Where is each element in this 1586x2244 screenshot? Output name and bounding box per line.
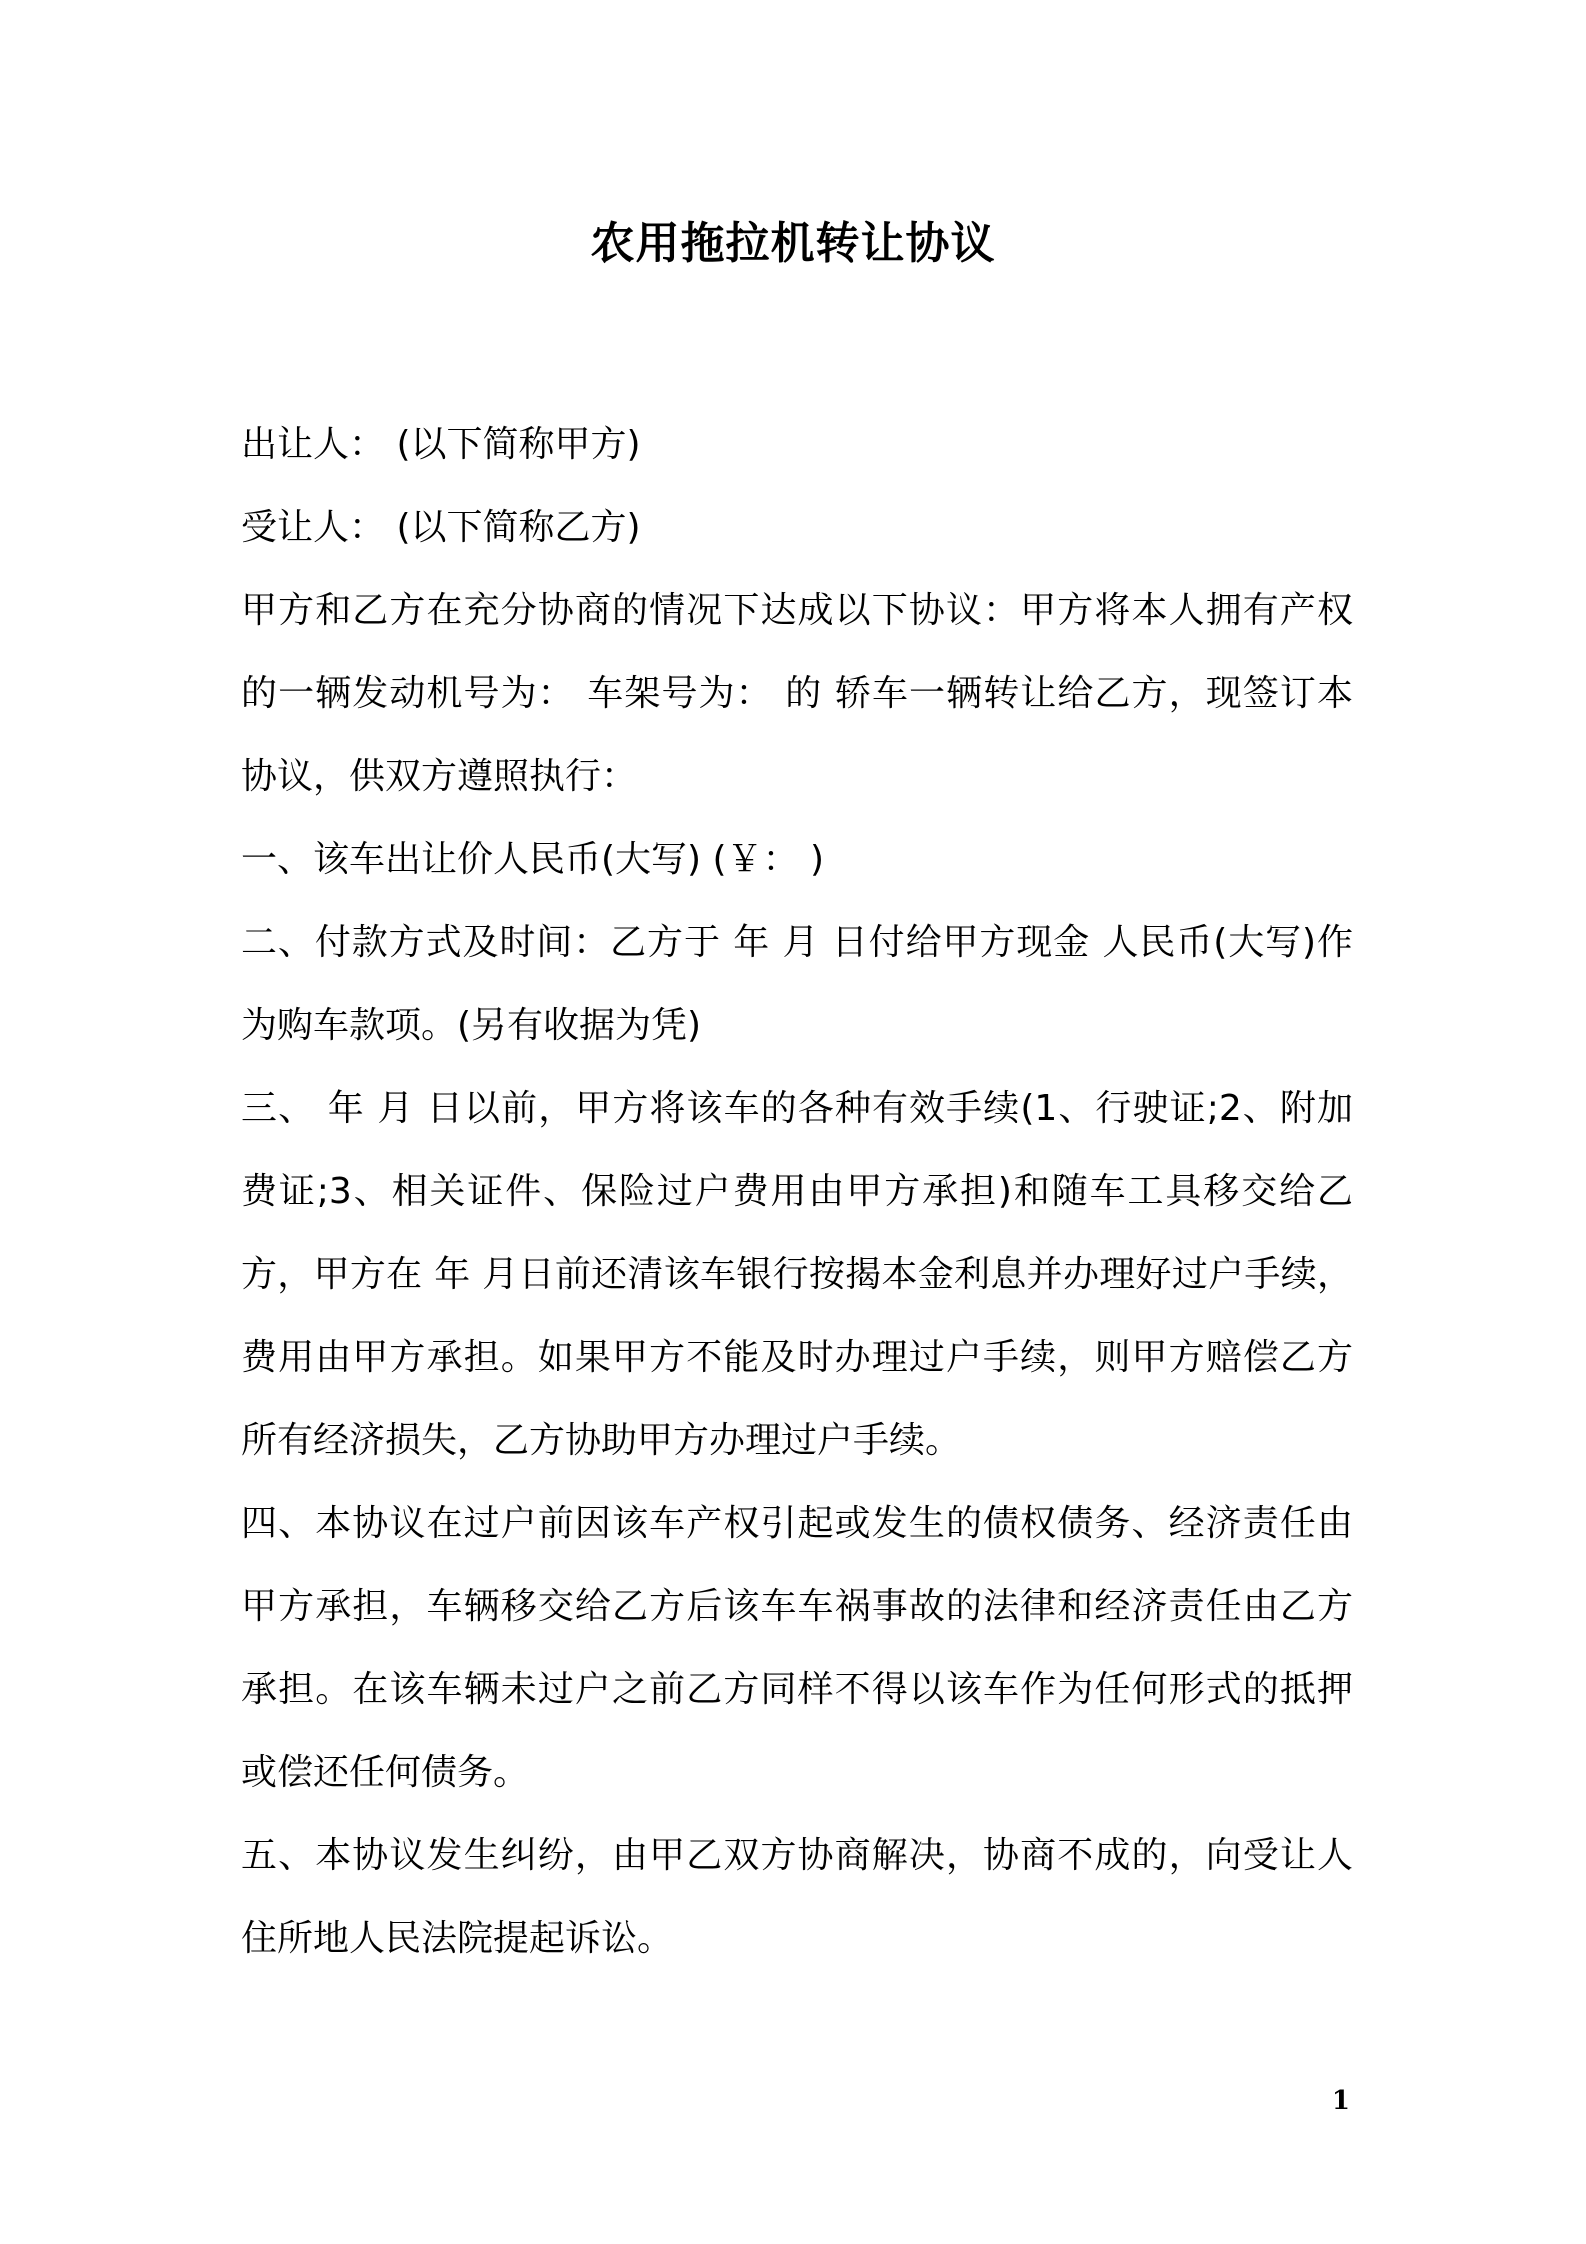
seller-line: 出让人： (以下简称甲方) xyxy=(241,424,641,465)
agreement-intro: 甲方和乙方在充分协商的情况下达成以下协议：甲方将本人拥有产权的一辆发动机号为： 车架号为： 的 轿车一辆转让给乙方，现签订本协议，供双方遵照执行： xyxy=(241,590,1353,797)
document-title: 农用拖拉机转让协议 xyxy=(590,218,996,269)
document-body xyxy=(241,403,1353,1980)
clause-4: 四、本协议在过户前因该车产权引起或发生的债权债务、经济责任由甲方承担，车辆移交给乙方后该车车祸事故的法律和经济责任由乙方承担。在该车辆未过户之前乙方同样不得以该车作为任何形式的抵押或偿还任何债务。 xyxy=(241,1503,1353,1793)
buyer-line: 受让人： (以下简称乙方) xyxy=(241,507,641,548)
page-number: 1 xyxy=(1331,2086,1350,2116)
clause-5: 五、本协议发生纠纷，由甲乙双方协商解决，协商不成的，向受让人住所地人民法院提起诉讼。 xyxy=(241,1835,1353,1959)
clause-2: 二、付款方式及时间：乙方于 年 月 日付给甲方现金 人民币(大写)作为购车款项。(另有收据为凭) xyxy=(241,922,1353,1046)
clause-1: 一、该车出让价人民币(大写) (￥： ) xyxy=(241,839,825,880)
clause-3: 三、 年 月 日以前，甲方将该车的各种有效手续(1、行驶证;2、附加费证;3、相关证件、保险过户费用由甲方承担)和随车工具移交给乙方，甲方在 年 月日前还清该车银行按揭本金利息并办理好过户手续，费用由甲方承担。如果甲方不能及时办理过户手续，则甲方赔偿乙方所有经济损失，乙方协助甲方办理过户手续。 xyxy=(241,1088,1353,1461)
